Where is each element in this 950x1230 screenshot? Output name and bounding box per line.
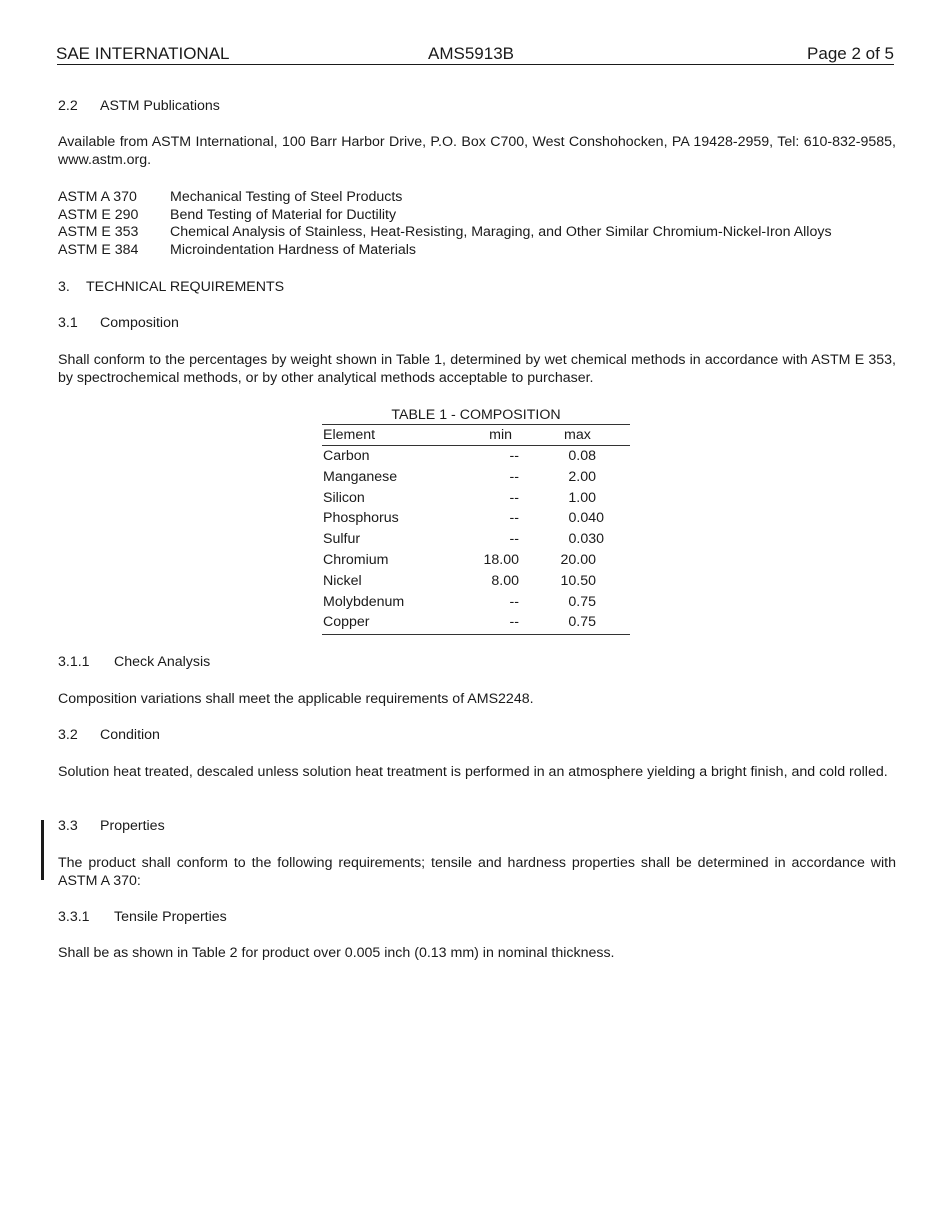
table-row (322, 592, 630, 613)
section-3-3-heading (58, 818, 165, 836)
astm-address-paragraph: Available from ASTM International, 100 Barr Harbor Drive, P.O. Box C700, West Conshohocken, PA 19428-2959, Tel: 610-832-9585, www.astm.org. (58, 134, 896, 168)
reference-title: Mechanical Testing of Steel Products (170, 189, 403, 205)
section-3-3-1-heading (58, 909, 227, 927)
section-3-2-heading (58, 727, 160, 745)
cell-element: Sulfur (323, 531, 361, 548)
cell-max: 20.00 (560, 551, 596, 568)
cell-element: Chromium (323, 551, 389, 568)
section-number: 3.1 (58, 315, 78, 331)
properties-paragraph: The product shall conform to the following requirements; tensile and hardness properties shall be determined in accordance with ASTM A 370: (58, 855, 896, 889)
table-row (322, 550, 630, 571)
check-analysis-paragraph: Composition variations shall meet the applicable requirements of AMS2248. (58, 691, 534, 707)
reference-code: ASTM A 370 (58, 189, 137, 205)
table-row (322, 571, 630, 592)
header-org: SAE INTERNATIONAL (56, 44, 230, 63)
table-row (322, 529, 630, 550)
reference-code: ASTM E 290 (58, 207, 139, 223)
table-row (322, 612, 630, 633)
section-number: 2.2 (58, 98, 78, 114)
cell-min: -- (509, 593, 519, 610)
cell-min: -- (509, 531, 519, 548)
cell-max: 0.08 (568, 448, 596, 464)
cell-element: Carbon (323, 448, 370, 464)
cell-max: 1.00 (568, 489, 596, 506)
cell-element: Nickel (323, 572, 362, 589)
cell-max: 0.75 (568, 593, 596, 610)
condition-paragraph: Solution heat treated, descaled unless solution heat treatment is performed in an atmosphere yielding a bright finish, and cold rolled. (58, 764, 888, 780)
revision-change-bar (41, 820, 44, 880)
cell-element: Manganese (323, 468, 398, 485)
composition-paragraph: Shall conform to the percentages by weight shown in Table 1, determined by wet chemical methods in accordance with ASTM E 353, by spectrochemical methods, or by other analytical methods acceptable to purchaser. (58, 352, 896, 386)
section-number: 3. (58, 279, 70, 295)
table-row (322, 467, 630, 488)
tensile-paragraph: Shall be as shown in Table 2 for product over 0.005 inch (0.13 mm) in nominal thickness. (58, 945, 615, 961)
page-header (57, 44, 894, 65)
table-row (322, 508, 630, 529)
reference-code: ASTM E 384 (58, 242, 139, 258)
cell-min: -- (509, 448, 519, 464)
cell-element: Molybdenum (323, 593, 405, 610)
composition-table (322, 406, 630, 635)
section-title: ASTM Publications (100, 98, 220, 114)
cell-element: Copper (323, 614, 370, 631)
column-header-min: min (489, 427, 512, 443)
cell-max: 10.50 (560, 572, 596, 589)
table-row (322, 446, 630, 467)
section-3-1-heading (58, 315, 179, 333)
cell-min: -- (509, 614, 519, 631)
reference-code: ASTM E 353 (58, 224, 139, 240)
cell-max: 0.040 (568, 510, 604, 527)
table-header-row (322, 425, 630, 446)
cell-max: 0.030 (568, 531, 604, 548)
section-title: Tensile Properties (114, 909, 227, 925)
cell-min: 8.00 (491, 572, 519, 589)
header-doc-number: AMS5913B (428, 44, 514, 63)
section-number: 3.2 (58, 727, 78, 743)
section-number: 3.3.1 (58, 909, 90, 925)
column-header-max: max (564, 427, 591, 443)
table-row (322, 488, 630, 509)
section-2-2-heading (58, 98, 220, 116)
section-title: Composition (100, 315, 179, 331)
cell-element: Phosphorus (323, 510, 399, 527)
cell-min: -- (509, 489, 519, 506)
section-title: Condition (100, 727, 160, 743)
cell-min: -- (509, 468, 519, 485)
reference-title: Microindentation Hardness of Materials (170, 242, 417, 258)
cell-max: 0.75 (568, 614, 596, 631)
table-bottom-rule (322, 634, 630, 635)
section-3-1-1-heading (58, 654, 211, 672)
cell-max: 2.00 (568, 468, 596, 485)
section-title: Properties (100, 818, 165, 834)
section-number: 3.1.1 (58, 654, 90, 670)
cell-min: 18.00 (483, 551, 519, 568)
reference-title: Bend Testing of Material for Ductility (170, 207, 397, 223)
section-3-heading (58, 279, 285, 297)
column-header-element: Element (323, 427, 376, 443)
section-title: Check Analysis (114, 654, 211, 670)
table-caption: TABLE 1 - COMPOSITION (322, 406, 630, 425)
header-page-number: Page 2 of 5 (807, 44, 894, 63)
cell-element: Silicon (323, 489, 365, 506)
reference-title: Chemical Analysis of Stainless, Heat-Resisting, Maraging, and Other Similar Chromium-Nickel-Iron Alloys (170, 224, 832, 240)
section-title: TECHNICAL REQUIREMENTS (86, 279, 285, 295)
table-body (322, 446, 630, 633)
cell-min: -- (509, 510, 519, 527)
section-number: 3.3 (58, 818, 78, 834)
